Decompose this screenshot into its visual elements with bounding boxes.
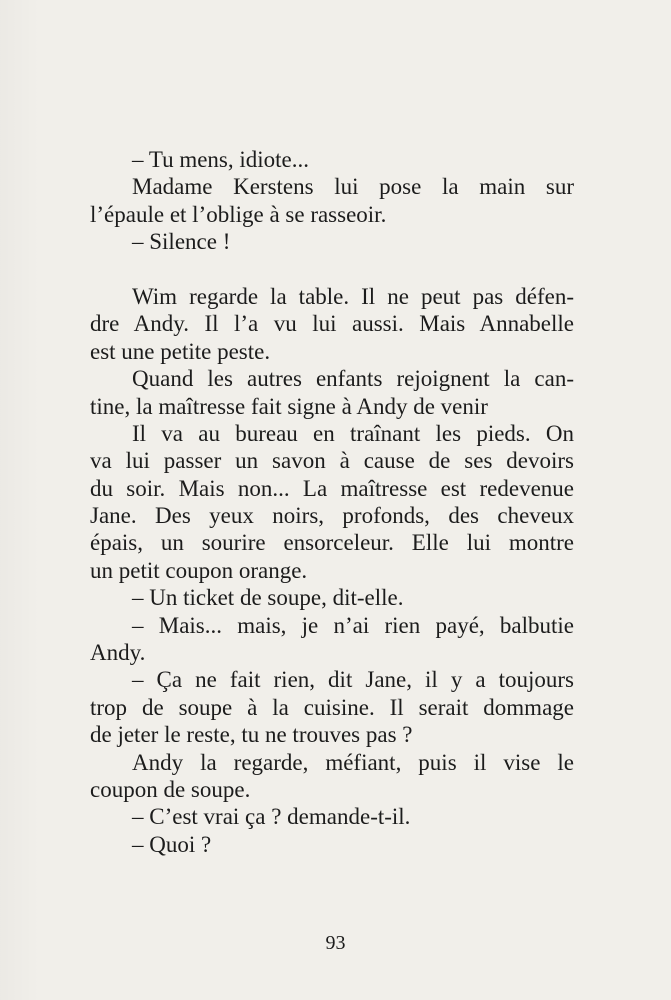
text-line: Wim regarde la table. Il ne peut pas défen- xyxy=(132,283,574,309)
text-line: épais, un sourire ensorceleur. Elle lui montre xyxy=(90,530,574,556)
text-line: trop de soupe à la cuisine. Il serait dommage xyxy=(90,694,574,720)
text-line: – Mais... mais, je n’ai rien payé, balbutie xyxy=(132,612,574,638)
text-line: Andy. xyxy=(90,640,146,666)
blank-line xyxy=(90,256,574,283)
text-line: Andy la regarde, méfiant, puis il vise le xyxy=(132,749,574,775)
page-number: 93 xyxy=(325,932,346,954)
text-line: dre Andy. Il l’a vu lui aussi. Mais Annabelle xyxy=(90,311,574,337)
text-line: Madame Kerstens lui pose la main sur xyxy=(132,174,574,200)
text-line: Quand les autres enfants rejoignent la can- xyxy=(132,366,574,392)
text-line: – Un ticket de soupe, dit-elle. xyxy=(132,585,404,611)
text-line: – Quoi ? xyxy=(132,831,212,857)
text-line: tine, la maîtresse fait signe à Andy de venir xyxy=(90,393,488,419)
text-line: l’épaule et l’oblige à se rasseoir. xyxy=(90,201,387,227)
text-line: un petit coupon orange. xyxy=(90,557,308,583)
text-line: – Ça ne fait rien, dit Jane, il y a toujours xyxy=(132,667,574,693)
text-line: – Tu mens, idiote... xyxy=(132,147,310,172)
text-line: Il va au bureau en traînant les pieds. On xyxy=(132,420,574,446)
text-line: va lui passer un savon à cause de ses devoirs xyxy=(90,448,574,474)
text-line: est une petite peste. xyxy=(90,338,271,364)
text-line: du soir. Mais non... La maîtresse est redevenue xyxy=(90,475,574,501)
text-line: Jane. Des yeux noirs, profonds, des cheveux xyxy=(90,503,574,529)
text-line: coupon de soupe. xyxy=(90,776,251,802)
text-line: – Silence ! xyxy=(132,229,231,255)
text-line: de jeter le reste, tu ne trouves pas ? xyxy=(90,722,413,748)
text-line: – C’est vrai ça ? demande-t-il. xyxy=(132,804,411,830)
body-text xyxy=(90,146,574,858)
